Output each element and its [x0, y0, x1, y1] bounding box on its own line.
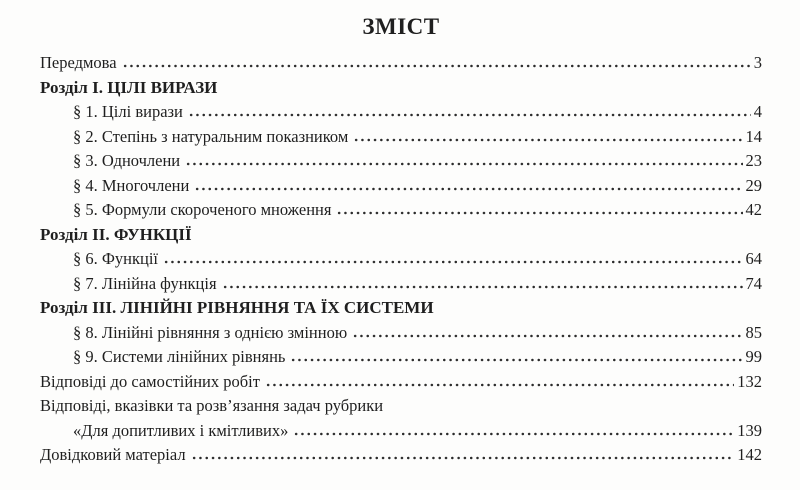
toc-entry-par2 — [40, 125, 762, 150]
toc-section-label: Розділ III. ЛІНІЙНІ РІВНЯННЯ ТА ЇХ СИСТЕМИ — [40, 298, 434, 317]
toc-entry-page: 139 — [737, 420, 762, 440]
toc-entry-par1 — [40, 100, 762, 125]
leader-dots — [336, 211, 742, 215]
toc-entry-page: 85 — [745, 322, 762, 342]
toc-entry-label: § 8. Лінійні рівняння з однією змінною — [73, 322, 348, 342]
leader-dots — [222, 285, 743, 289]
toc-entry-page: 3 — [753, 53, 762, 72]
toc-entry-label: § 6. Функції — [73, 249, 159, 268]
toc-entry-label: § 3. Одночлени — [73, 151, 181, 170]
toc-entry-label: § 2. Степінь з натуральним показником — [73, 126, 349, 146]
toc-entry-page: 23 — [745, 151, 762, 170]
toc-entry-page: 64 — [745, 249, 762, 268]
leader-dots — [185, 162, 742, 166]
toc-entry-vidpovidi-samostiini — [40, 370, 762, 395]
toc-section-label: Розділ II. ФУНКЦІЇ — [40, 224, 192, 244]
toc-entry-label: § 1. Цілі вирази — [73, 102, 183, 121]
page-title: ЗМІСТ — [362, 14, 440, 39]
leader-dots — [265, 383, 734, 387]
leader-dots — [188, 113, 751, 117]
toc-entry-peredmova — [40, 51, 762, 76]
toc-entry-par3 — [40, 149, 762, 174]
toc-entry-dovidkovyi — [40, 443, 762, 468]
toc-entry-label: Відповіді до самостійних робіт — [40, 371, 260, 391]
toc-section-label: Розділ I. ЦІЛІ ВИРАЗИ — [40, 77, 218, 97]
toc-entry-vidpovidi-vkazivky-line1 — [40, 394, 762, 419]
toc-entry-par6 — [40, 247, 762, 272]
toc-entry-par8 — [40, 321, 762, 346]
toc-entry-par9 — [40, 345, 762, 370]
toc-entry-page: 99 — [745, 347, 762, 366]
toc-entry-par5 — [40, 198, 762, 223]
leader-dots — [122, 64, 751, 68]
leader-dots — [352, 334, 742, 338]
toc-entry-vidpovidi-vkazivky-line2 — [40, 419, 762, 444]
leader-dots — [163, 260, 742, 264]
toc-entry-label: § 5. Формули скороченого множення — [73, 200, 332, 219]
toc-entry-label: § 7. Лінійна функція — [73, 273, 217, 293]
toc-entry-label: Довідковий матеріал — [40, 445, 186, 464]
leader-dots — [353, 138, 742, 142]
toc-entry-label: § 9. Системи лінійних рівнянь — [73, 347, 286, 366]
leader-dots — [194, 187, 742, 191]
toc-entry-page: 4 — [753, 102, 762, 121]
leader-dots — [290, 358, 742, 362]
toc-entry-page: 132 — [737, 371, 762, 391]
leader-dots — [191, 456, 735, 460]
toc-section-heading-3 — [40, 296, 762, 321]
toc-entry-par7 — [40, 272, 762, 297]
toc-entry-page: 142 — [737, 445, 762, 464]
toc-entry-label: § 4. Многочлени — [73, 175, 190, 195]
toc-section-heading-2 — [40, 223, 762, 248]
toc-section-heading-1 — [40, 76, 762, 101]
toc-entry-page: 29 — [745, 175, 762, 195]
toc-entry-label: Відповіді, вказівки та розв’язання задач рубрики — [40, 396, 384, 415]
toc-entry-par4 — [40, 174, 762, 199]
toc-entry-page: 14 — [745, 126, 762, 146]
toc-entry-label: «Для допитливих і кмітливих» — [73, 420, 289, 440]
toc-entry-label: Передмова — [40, 53, 117, 72]
leader-dots — [293, 432, 734, 436]
toc-entry-page: 74 — [745, 273, 762, 293]
toc-entry-page: 42 — [745, 200, 762, 219]
